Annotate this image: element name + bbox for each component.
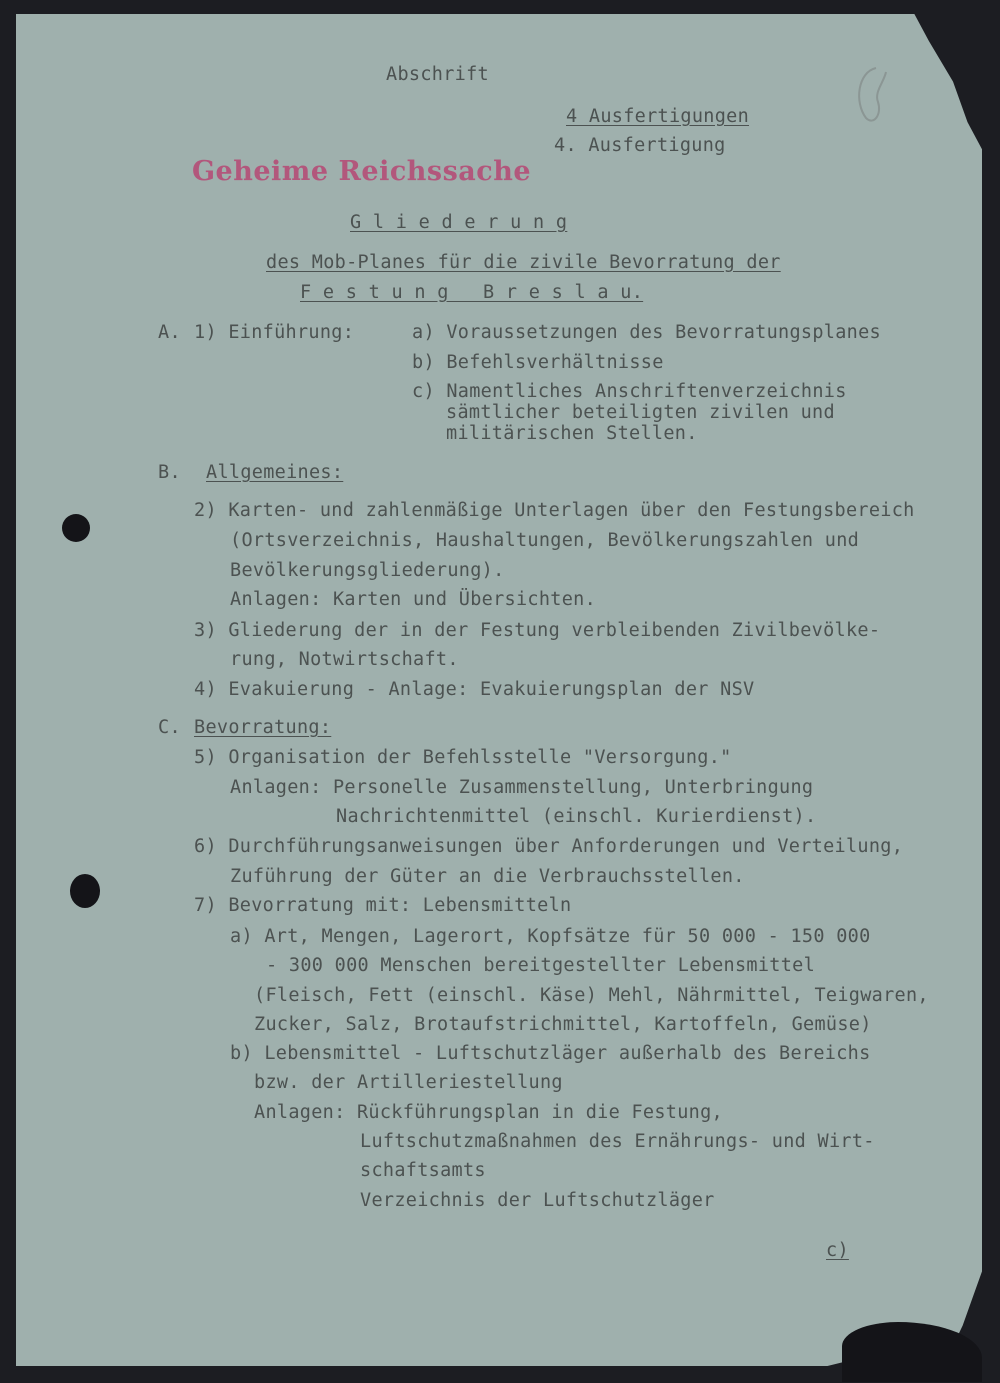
section-b-heading: Allgemeines: bbox=[206, 462, 344, 483]
punch-hole-upper bbox=[62, 514, 90, 542]
section-c-item-5-attachments: Anlagen: Personelle Zusammenstellung, Unterbringung bbox=[230, 777, 814, 798]
section-c-item-5-attachments-line2: Nachrichtenmittel (einschl. Kurierdienst). bbox=[336, 806, 817, 827]
document-subtitle: des Mob-Planes für die zivile Bevorratung der bbox=[266, 252, 781, 273]
section-c-item-7b-line2: bzw. der Artilleriestellung bbox=[254, 1072, 563, 1093]
section-a-sub-a: a) Voraussetzungen des Bevorratungsplanes bbox=[412, 322, 881, 343]
section-c-item-7: 7) Bevorratung mit: Lebensmitteln bbox=[194, 895, 572, 916]
document-subtitle-fortress: F e s t u n g B r e s l a u. bbox=[300, 282, 644, 303]
section-c-item-7b-attachments: Anlagen: Rückführungsplan in die Festung, bbox=[254, 1102, 723, 1123]
punch-hole-lower bbox=[70, 874, 100, 908]
section-a-sub-b: b) Befehlsverhältnisse bbox=[412, 352, 664, 373]
section-b-item-2-line2: (Ortsverzeichnis, Haushaltungen, Bevölkerungszahlen und bbox=[230, 530, 860, 551]
pencil-page-number-mark bbox=[848, 62, 890, 126]
section-a-sub-c-line2: sämtlicher beteiligten zivilen und bbox=[446, 402, 835, 423]
document-title: G l i e d e r u n g bbox=[350, 212, 568, 233]
section-b-item-3: 3) Gliederung der in der Festung verbleibenden Zivilbevölke- bbox=[194, 620, 881, 641]
section-c-item-7a-line3: (Fleisch, Fett (einschl. Käse) Mehl, Nährmittel, Teigwaren, bbox=[254, 985, 929, 1006]
section-c-item-5: 5) Organisation der Befehlsstelle "Versorgung." bbox=[194, 747, 732, 768]
paper-tear-bottom-right bbox=[842, 1322, 982, 1382]
section-b-item-2: 2) Karten- und zahlenmäßige Unterlagen über den Festungsbereich bbox=[194, 500, 915, 521]
section-c-marker: C. bbox=[158, 717, 181, 738]
copy-number: 4. Ausfertigung bbox=[554, 135, 726, 156]
section-c-heading: Bevorratung: bbox=[194, 717, 332, 738]
section-c-item-7b-attachments-line3: schaftsamts bbox=[360, 1160, 486, 1181]
section-c-item-7a-line4: Zucker, Salz, Brotaufstrichmittel, Kartoffeln, Gemüse) bbox=[254, 1014, 872, 1035]
section-b-item-3-line2: rung, Notwirtschaft. bbox=[230, 649, 459, 670]
classification-stamp: Geheime Reichssache bbox=[192, 156, 532, 187]
section-c-item-7a: a) Art, Mengen, Lagerort, Kopfsätze für 50 000 - 150 000 bbox=[230, 926, 871, 947]
section-c-item-7b-attachments-line4: Verzeichnis der Luftschutzläger bbox=[360, 1190, 715, 1211]
section-a-item-1: 1) Einführung: bbox=[194, 322, 355, 343]
section-a-sub-c-line3: militärischen Stellen. bbox=[446, 423, 698, 444]
section-a-marker: A. bbox=[158, 322, 181, 343]
section-c-item-6: 6) Durchführungsanweisungen über Anforderungen und Verteilung, bbox=[194, 836, 904, 857]
section-c-item-6-line2: Zuführung der Güter an die Verbrauchsstellen. bbox=[230, 866, 745, 887]
section-c-item-7b: b) Lebensmittel - Luftschutzläger außerhalb des Bereichs bbox=[230, 1043, 871, 1064]
section-b-item-2-line3: Bevölkerungsgliederung). bbox=[230, 560, 505, 581]
section-c-item-7b-attachments-line2: Luftschutzmaßnahmen des Ernährungs- und Wirt- bbox=[360, 1131, 875, 1152]
section-b-item-4: 4) Evakuierung - Anlage: Evakuierungsplan der NSV bbox=[194, 679, 755, 700]
continuation-marker: c) bbox=[826, 1240, 849, 1261]
section-b-item-2-attachments: Anlagen: Karten und Übersichten. bbox=[230, 589, 597, 610]
section-a-sub-c: c) Namentliches Anschriftenverzeichnis bbox=[412, 381, 847, 402]
section-c-item-7a-line2: - 300 000 Menschen bereitgestellter Lebensmittel bbox=[266, 955, 816, 976]
section-b-marker: B. bbox=[158, 462, 181, 483]
abschrift-label: Abschrift bbox=[386, 64, 489, 85]
copies-count: 4 Ausfertigungen bbox=[566, 106, 750, 127]
